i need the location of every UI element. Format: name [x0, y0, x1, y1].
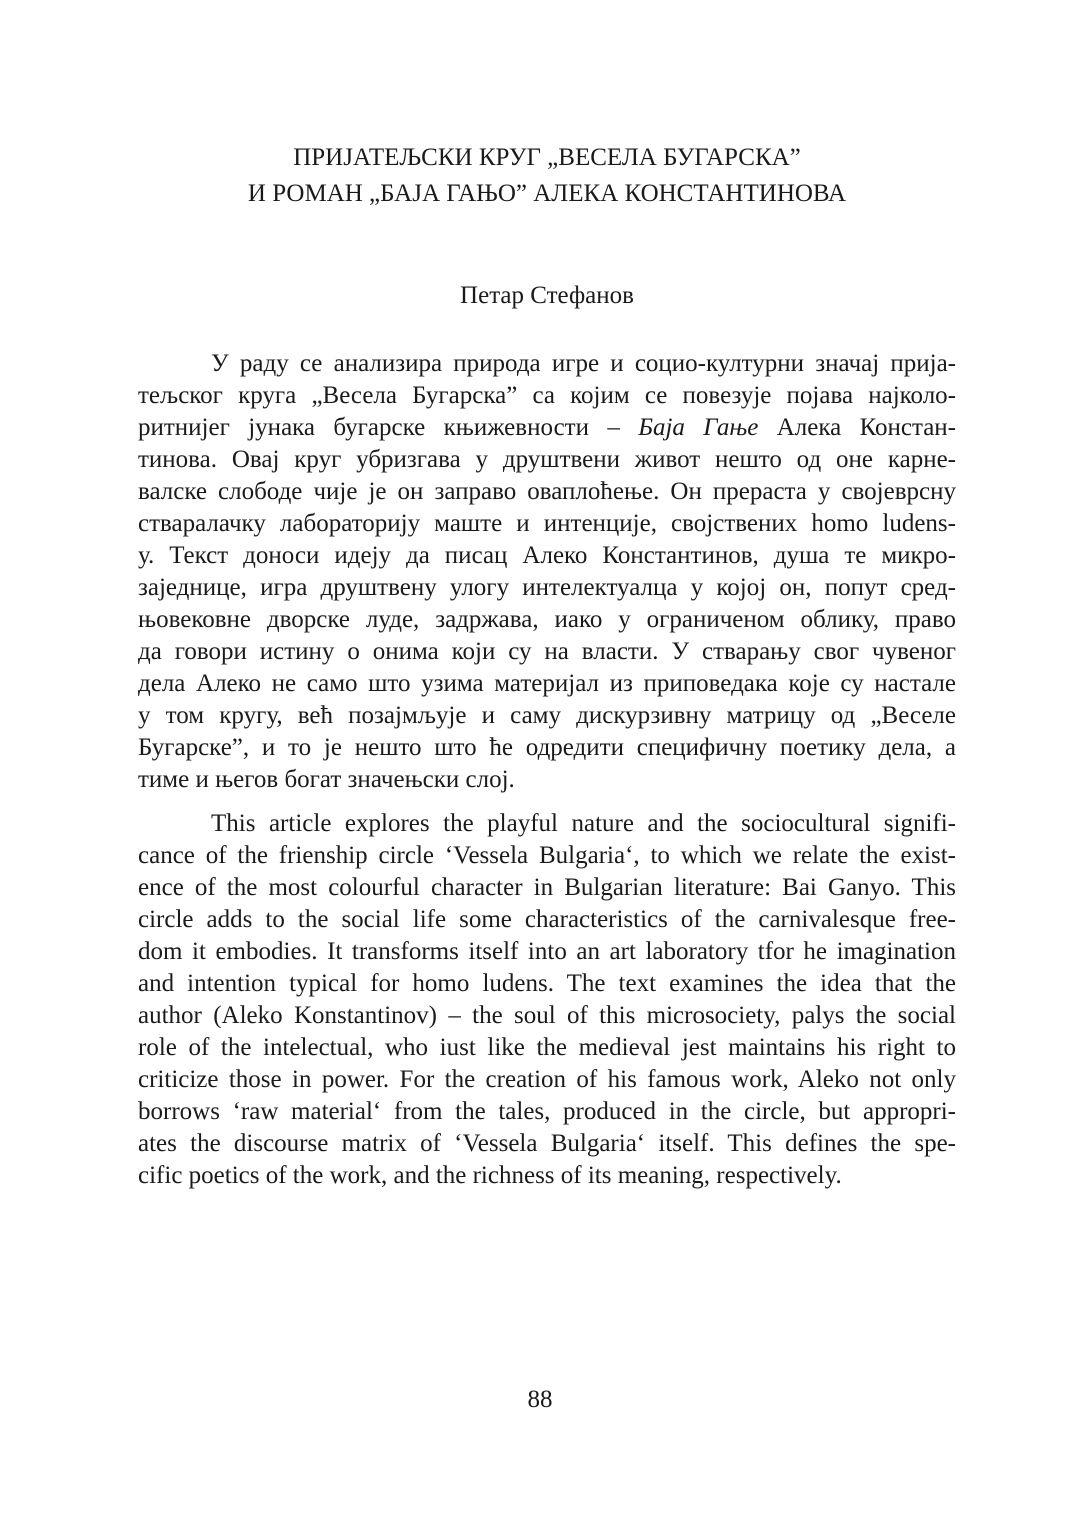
abstract-sr-line: њовековне дворске луде, задржава, иако у ограниченом облику, право: [138, 606, 956, 633]
abstract-en-line: ence of the most colourful character in Bulgarian literature: Bai Ganyo. This: [138, 874, 956, 901]
article-title: [138, 140, 956, 212]
abstract-en-line: criticize those in power. For the creation of his famous work, Aleko not only: [138, 1066, 956, 1093]
abstract-en-line: ates the discourse matrix of ‘Vessela Bulgaria‘ itself. This defines the spe-: [138, 1130, 956, 1157]
abstract-en-line: and intention typical for homo ludens. The text examines the idea that the: [138, 970, 956, 997]
abstract-en-line: dom it embodies. It transforms itself into an art laboratory tfor he imagination: [138, 938, 956, 965]
abstract-sr-line: валске слободе чије је он заправо оваплоћење. Он прераста у својеврсну: [138, 478, 956, 505]
abstract-sr-line: дела Алеко не само што узима материјал из приповедака које су настале: [138, 670, 956, 697]
abstract-en-line: circle adds to the social life some characteristics of the carnivalesque free-: [138, 906, 956, 933]
abstract-sr-line-3-head: ритнијег јунака бугарске књижевности –: [138, 414, 639, 441]
abstract-sr-line: у. Текст доноси идеју да писац Алеко Константинов, душа те микро-: [138, 542, 956, 569]
article-title-line-1: ПРИЈАТЕЉСКИ КРУГ „ВЕСЕЛА БУГАРСКА”: [293, 144, 801, 171]
abstract-sr-line: заједнице, игра друштвену улогу интелектуалца у којој он, попут сред-: [138, 574, 956, 601]
article-title-line-2: И РОМАН „БАЈА ГАЊО” АЛЕКА КОНСТАНТИНОВА: [247, 180, 847, 207]
abstract-en-line: cific poetics of the work, and the richness of its meaning, respectively.: [138, 1162, 842, 1189]
abstract-english: [138, 808, 956, 1192]
abstract-en-line: This article explores the playful nature and the sociocultural signifi-: [211, 810, 956, 837]
abstract-sr-line: стваралачку лабораторију маште и интенције, својствених homo ludens-: [138, 510, 956, 537]
abstract-sr-line: тиме и његов богат значењски слој.: [138, 766, 515, 793]
abstract-sr-line: Бугарске”, и то је нешто што ће одредити специфичну поетику дела, а: [138, 734, 956, 761]
abstract-en-line: author (Aleko Konstantinov) – the soul of this microsociety, palys the social: [138, 1002, 956, 1029]
abstract-en-line: borrows ‘raw material‘ from the tales, produced in the circle, but appropri-: [138, 1098, 956, 1125]
abstract-sr-line: да говори истину о онима који су на власти. У стварању свог чувеног: [138, 638, 956, 665]
author-name: Петар Стефанов: [460, 282, 634, 309]
page-number: 88: [527, 1386, 553, 1413]
abstract-en-line: role of the intelectual, who iust like the medieval jest maintains his right to: [138, 1034, 956, 1061]
page-content: [138, 140, 956, 1192]
abstract-sr-line-3-tail: Алека Констан-: [758, 414, 956, 441]
abstract-sr-line-with-title: [138, 412, 956, 444]
abstract-sr-line: тељског круга „Весела Бугарска” са којим се повезује појава најколо-: [138, 382, 956, 409]
abstract-sr-line: у том кругу, већ позајмљује и саму дискурзивну матрицу од „Веселе: [138, 702, 956, 729]
abstract-sr-line: У раду се анализира природа игре и социо-културни значај прија-: [211, 350, 956, 377]
abstract-en-line: cance of the frienship circle ‘Vessela Bulgaria‘, to which we relate the exist-: [138, 842, 956, 869]
abstract-serbian: [138, 348, 956, 796]
novel-title-italic: Баја Гање: [638, 414, 759, 441]
abstract-sr-line: тинова. Овај круг убризгава у друштвени живот нешто од оне карне-: [138, 446, 956, 473]
